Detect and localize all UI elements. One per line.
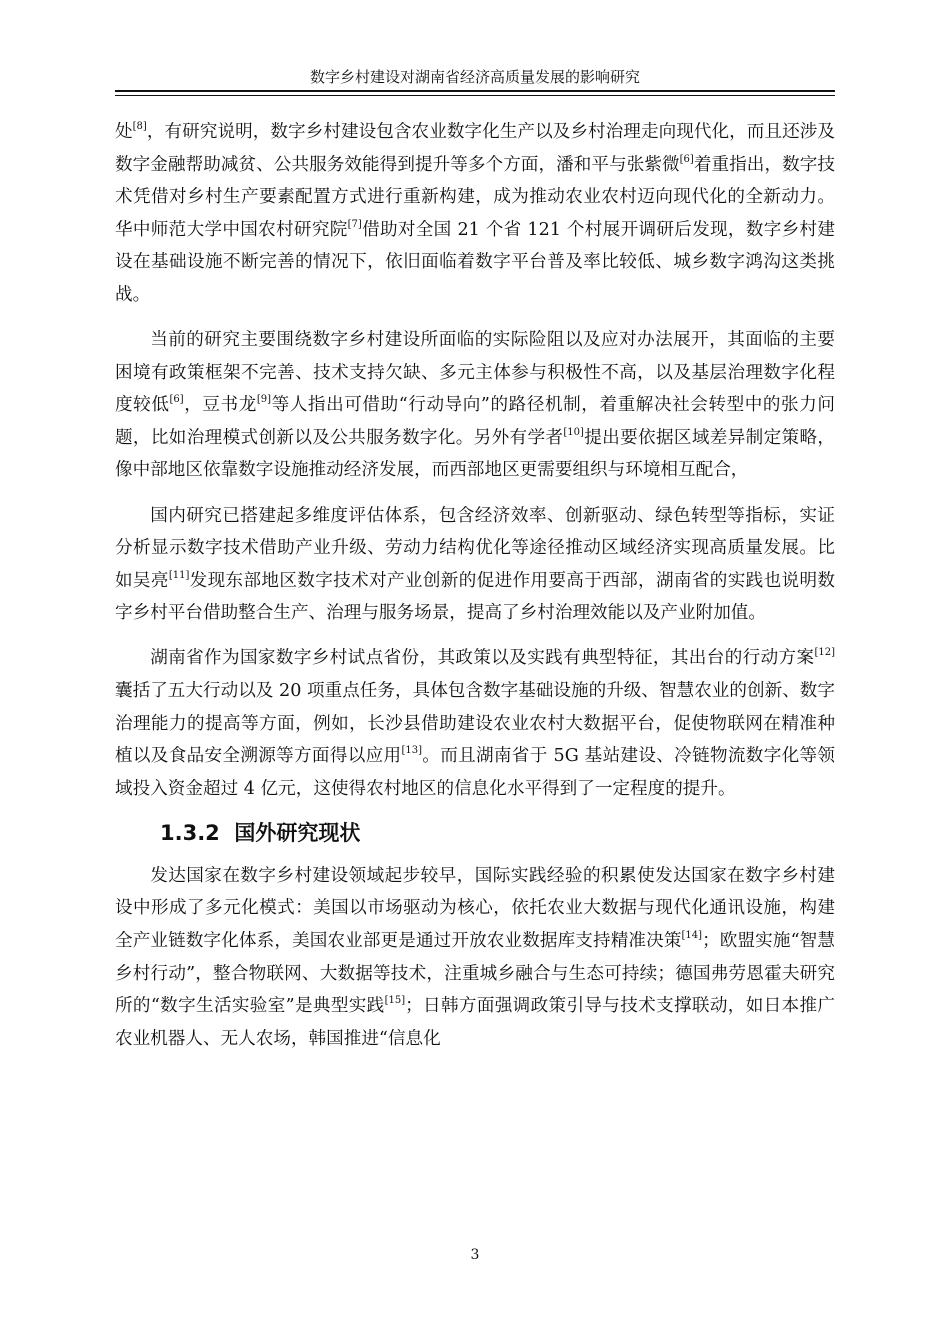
- text-run: 囊括了五大行动以及 20 项重点任务，具体包含数字基础设施的升级、智慧农业的创新、数字治理能力的提高等方面，例如，长沙县借助建设农业农村大数据平台，促使物联网在精准种植以及食品安全溯源等方面得以应用: [115, 681, 835, 767]
- text-run: 当前的研究主要围绕数字乡村建设所面临的实际险阻以及应对办法展开，其面临的主要困境有政策框架不完善、技术支持欠缺、多元主体参与积极性不高，以及基层治理数字化程度较低: [115, 330, 835, 416]
- text-run: ，有研究说明，数字乡村建设包含农业数字化生产以及乡村治理走向现代化，而且还涉及数字金融帮助减贫、公共服务效能得到提升等多个方面，潘和平与张紫微: [115, 122, 835, 175]
- body-paragraph: [115, 324, 835, 487]
- text-run: 发达国家在数字乡村建设领域起步较早，国际实践经验的积累使发达国家在数字乡村建设中形成了多元化模式：美国以市场驱动为核心，依托农业大数据与现代化通讯设施，构建全产业链数字化体系，美国农业部更是通过开放农业数据库支持精准决策: [115, 865, 835, 952]
- paragraph-group-domestic: [115, 116, 835, 805]
- text-run: ；欧盟实施“智慧乡村行动”，整合物联网、大数据等技术，注重城乡融合与生态可持续；德国弗劳恩霍夫研究所的“数字生活实验室”是典型实践: [115, 931, 835, 1017]
- citation-marker: [8]: [132, 121, 147, 132]
- text-run: 提出要依据区域差异制定策略，像中部地区依靠数字设施推动经济发展，而西部地区更需要组织与环境相互配合，: [115, 427, 835, 481]
- citation-marker: [6]: [169, 394, 184, 406]
- header-rule-thin: [115, 95, 835, 96]
- citation-marker: [11]: [168, 569, 190, 581]
- citation-marker: [9]: [256, 394, 272, 406]
- section-number: 1.3.2: [160, 820, 220, 845]
- citation-marker: [15]: [384, 995, 406, 1007]
- citation-marker: [10]: [563, 426, 584, 438]
- text-run: 借助对全国 21 个省 121 个村展开调研后发现，数字乡村建设在基础设施不断完善的情况下，依旧面临着数字平台普及率比较低、城乡数字鸿沟这类挑战。: [115, 219, 835, 305]
- text-run: 国内研究已搭建起多维度评估体系，包含经济效率、创新驱动、绿色转型等指标，实证分析显示数字技术借助产业升级、劳动力结构优化等途径推动区域经济实现高质量发展。比如吴亮: [115, 505, 835, 591]
- citation-marker: [13]: [401, 745, 422, 757]
- citation-marker: [7]: [347, 218, 362, 230]
- body-paragraph: [115, 860, 835, 1056]
- header-rule-thick: [115, 90, 835, 92]
- citation-marker: [12]: [814, 647, 835, 659]
- body-paragraph: [115, 500, 835, 630]
- body-paragraph: [115, 642, 835, 805]
- text-run: 着重指出，数字技术凭借对乡村生产要素配置方式进行重新构建，成为推动农业农村迈向现代化的全新动力。华中师范大学中国农村研究院: [115, 154, 835, 240]
- text-run: 处: [115, 122, 133, 142]
- citation-marker: [14]: [681, 930, 703, 942]
- citation-marker: [6]: [679, 153, 694, 165]
- text-run: 等人指出可借助“行动导向”的路径机制，着重解决社会转型中的张力问题，比如治理模式创新以及公共服务数字化。另外有学者: [115, 395, 835, 448]
- paragraph-group-foreign: [115, 860, 835, 1056]
- text-run: ；日韩方面强调政策引导与技术支撑联动，如日本推广农业机器人、无人农场，韩国推进“信息化: [115, 996, 835, 1049]
- section-title: 国外研究现状: [234, 820, 361, 845]
- body-paragraph: [115, 116, 835, 312]
- text-run: ，豆书龙: [183, 395, 257, 416]
- section-heading: [115, 818, 835, 848]
- page-number: 3: [470, 1247, 480, 1263]
- text-run: 发现东部地区数字技术对产业创新的促进作用要高于西部，湖南省的实践也说明数字乡村平台借助整合生产、治理与服务场景，提高了乡村治理效能以及产业附加值。: [115, 570, 835, 624]
- text-run: 。而且湖南省于 5G 基站建设、冷链物流数字化等领域投入资金超过 4 亿元，这使得农村地区的信息化水平得到了一定程度的提升。: [115, 746, 835, 799]
- text-run: 湖南省作为国家数字乡村试点省份，其政策以及实践有典型特征，其出台的行动方案: [150, 648, 815, 669]
- running-header: 数字乡村建设对湖南省经济高质量发展的影响研究: [309, 68, 640, 86]
- body-content: [115, 116, 835, 1068]
